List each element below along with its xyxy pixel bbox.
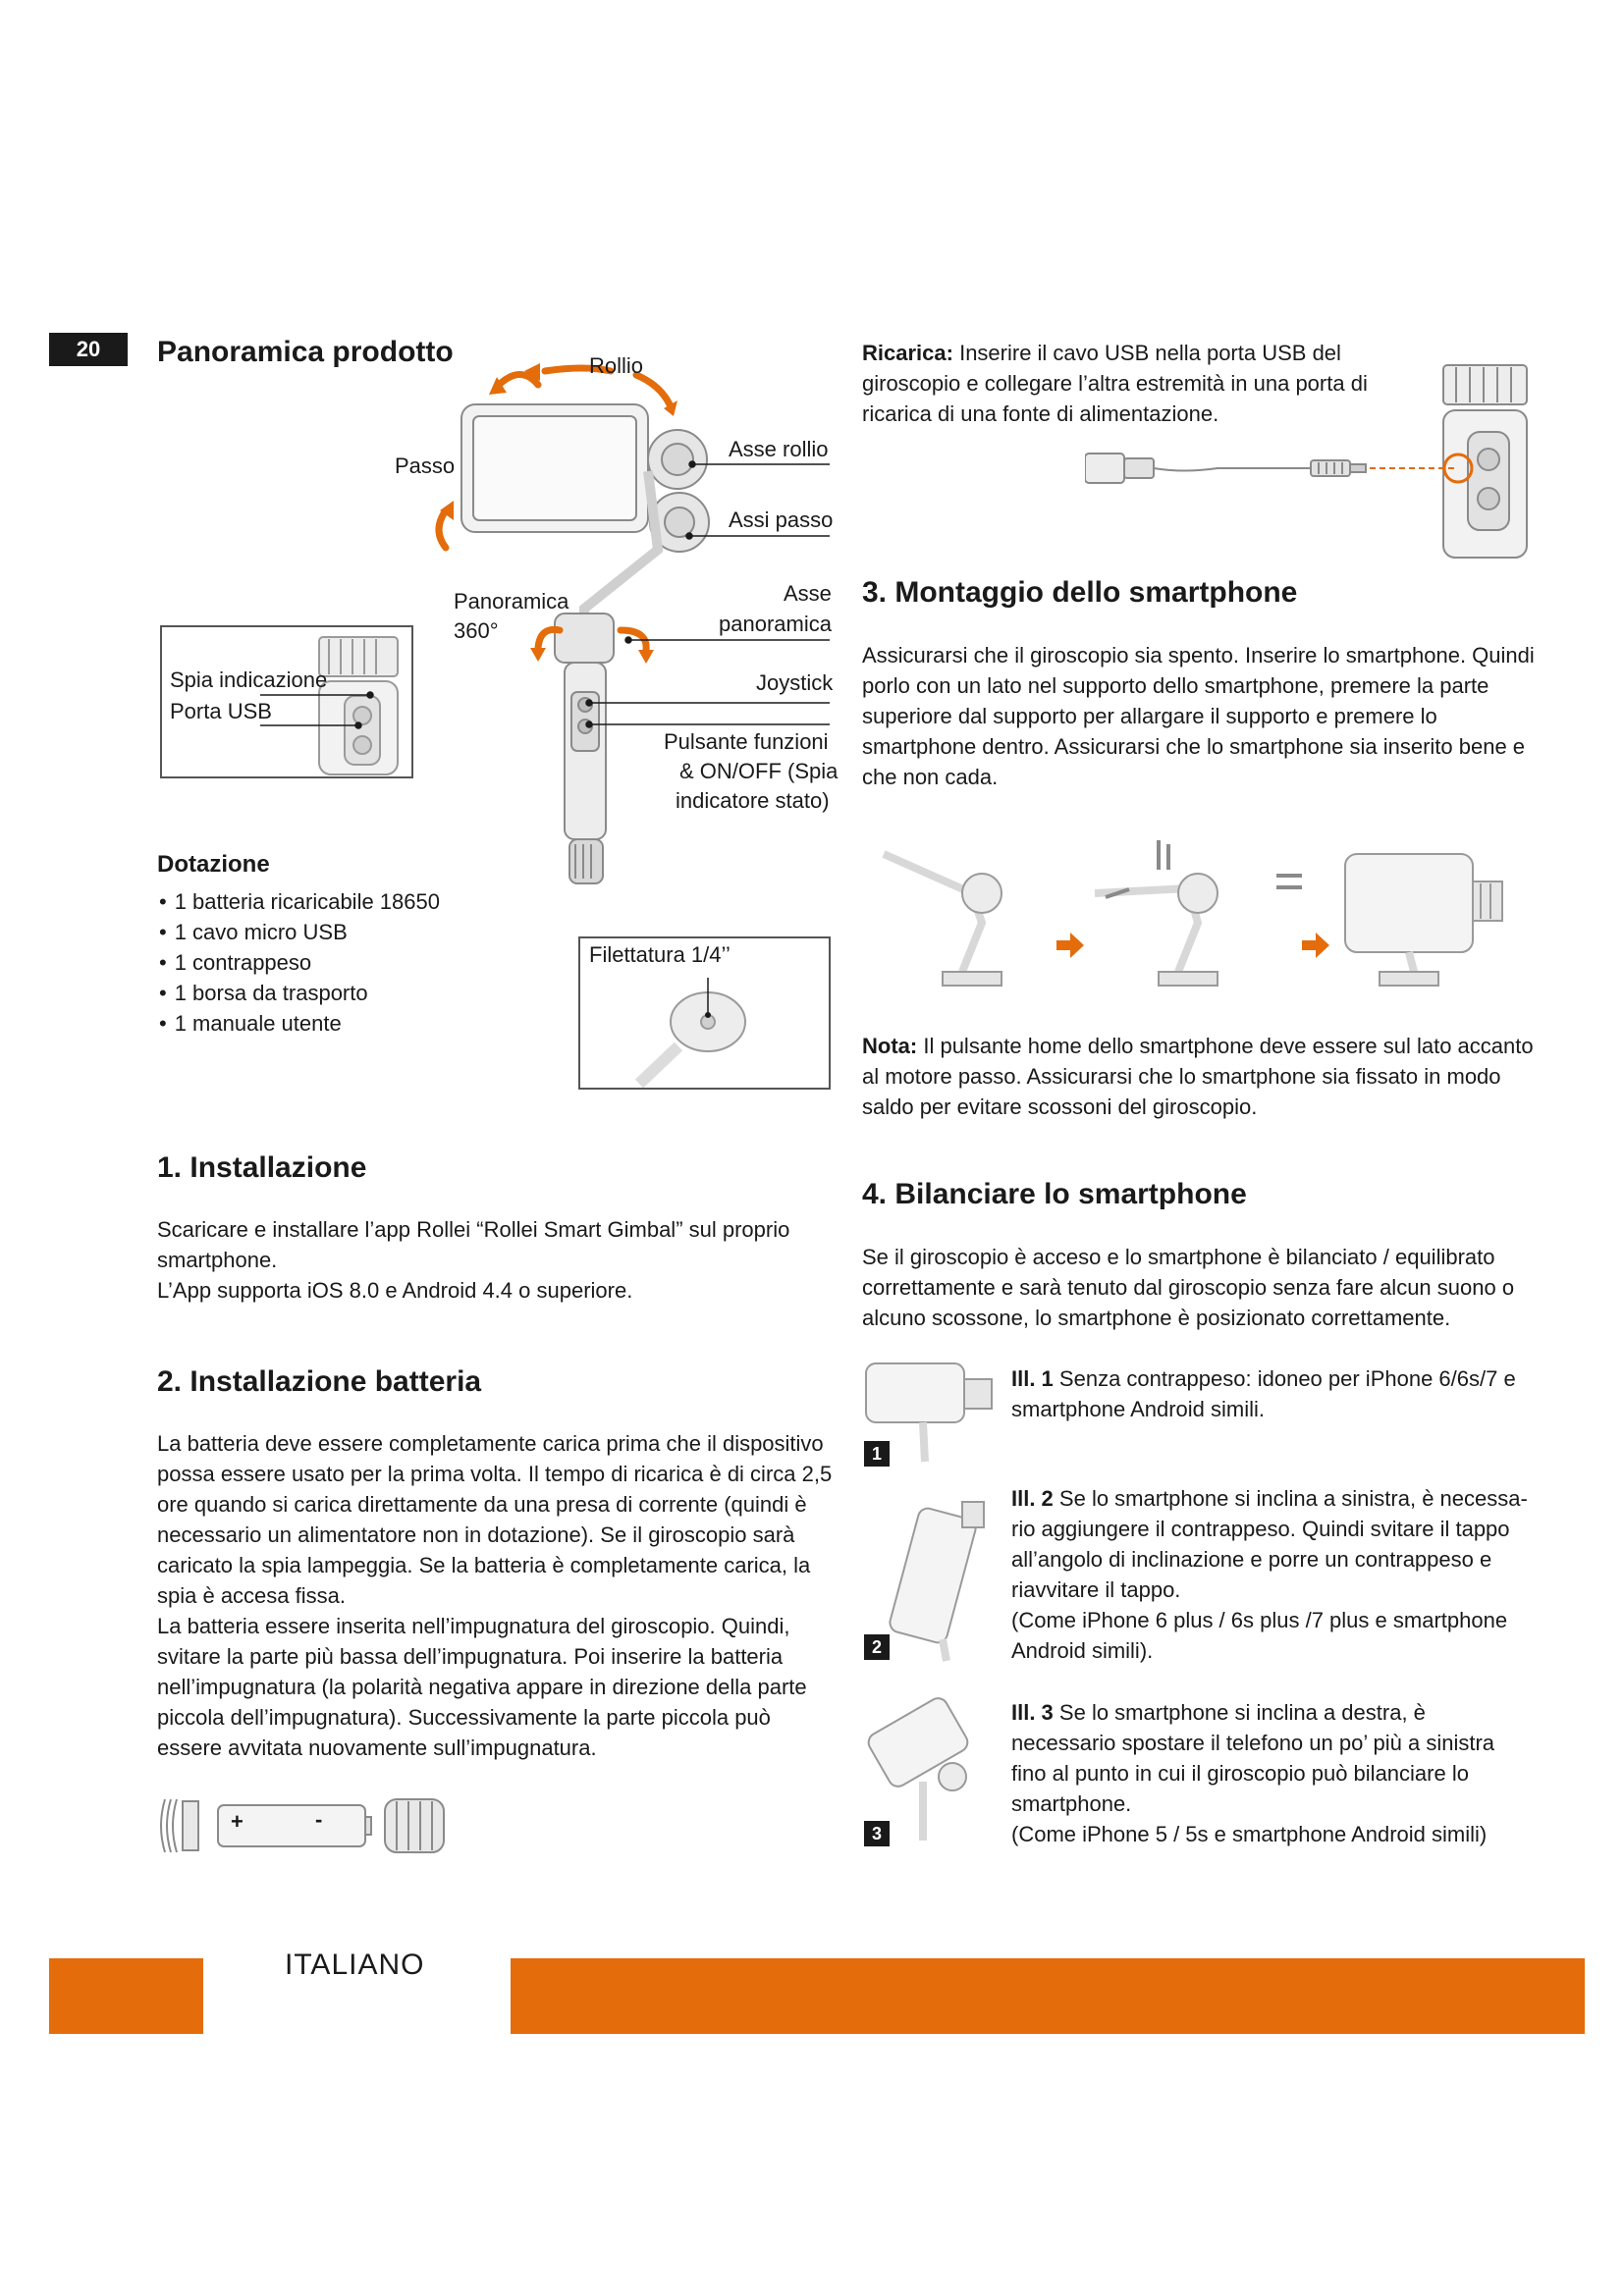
battery-illustration [157,1791,452,1860]
montaggio-title: 3. Montaggio dello smartphone [862,576,1298,609]
ill-2-badge: 2 [864,1634,890,1660]
label-asse-panoramica: panoramica [719,612,832,636]
batteria-p2: La batteria essere inserita nell’impugnatura del giroscopio. Quindi, svitare la parte più bassa dell’impugnatura. Poi inserire la batteria nell’impugnatura (la polarità negativa appare in direzione della parte piccola dell’impugnatura). Successivamente la parte piccola può essere avvitata nuovamente sull’impugnatura. [157,1614,807,1760]
list-item: • 1 borsa da trasporto [159,978,440,1008]
nota-text [862,1031,1540,1122]
ricarica-label: Ricarica: [862,341,953,365]
ill-3-extra: (Come iPhone 5 / 5s e smartphone Android simili) [1011,1822,1488,1846]
label-joystick: Joystick [756,670,834,695]
label-pulsante-3: indicatore stato) [676,788,830,813]
nota-body: Il pulsante home dello smartphone deve essere sul lato accanto al motore passo. Assicurarsi che lo smartphone sia fissato in modo saldo per evitare scossoni del giroscopio. [862,1034,1534,1119]
overview-title: Panoramica prodotto [157,336,454,368]
footer-language: ITALIANO [285,1949,425,1981]
mounting-illustration [864,834,1542,991]
nota-label: Nota: [862,1034,918,1058]
ill-3-label: Ill. 3 [1011,1700,1054,1725]
label-asse: Asse [784,581,832,606]
label-porta-usb: Porta USB [170,699,272,723]
footer-bar-right [511,1958,1585,2034]
installazione-p2: L’App supporta iOS 8.0 e Android 4.4 o superiore. [157,1278,633,1303]
ill-1-label: Ill. 1 [1011,1366,1054,1391]
ricarica-body: Inserire il cavo USB nella porta USB del giroscopio e collegare l’altra estremità in una porta di ricarica di una fonte di alimentazione. [862,341,1368,426]
list-item: • 1 manuale utente [159,1008,440,1039]
label-asse-rollio: Asse rollio [729,437,829,461]
label-pulsante-2: & ON/OFF (Spia [679,759,839,783]
ill-2-extra: (Come iPhone 6 plus / 6s plus /7 plus e smartphone Android simili). [1011,1608,1508,1663]
battery-minus: - [315,1807,323,1832]
label-spia: Spia indicazione [170,667,328,692]
ill-1-badge: 1 [864,1441,890,1467]
batteria-title: 2. Installazione batteria [157,1365,482,1398]
installazione-p1: Scaricare e installare l’app Rollei “Rollei Smart Gimbal” sul proprio smartphone. [157,1217,790,1272]
ill-1-body: Senza contrappeso: idoneo per iPhone 6/6s/7 e smartphone Android simili. [1011,1366,1516,1421]
bilanciare-text: Se il giroscopio è acceso e lo smartphone è bilanciato / equilibrato correttamente e sarà tenuto dal giroscopio senza fare alcun suono o alcuno scossone, lo smartphone è posizionato correttamente. [862,1245,1515,1330]
bilanciare-title: 4. Bilanciare lo smartphone [862,1178,1247,1210]
footer-bar-left [49,1958,203,2034]
usb-cable-illustration [1085,363,1537,560]
thread-illustration [620,978,767,1088]
ill-3-body: Se lo smartphone si inclina a destra, è necessario spostare il telefono un po’ più a sinistra fino al punto in cui il giroscopio può bilanciare lo smartphone. [1011,1700,1495,1816]
installazione-title: 1. Installazione [157,1151,367,1184]
dotazione-title: Dotazione [157,851,270,878]
list-item: • 1 contrappeso [159,947,440,978]
list-item: • 1 batteria ricaricabile 18650 [159,886,440,917]
dotazione-list [159,886,440,1039]
label-rollio: Rollio [589,353,644,378]
ill-2-body: Se lo smartphone si inclina a sinistra, è necessa-rio aggiungere il contrappeso. Quindi svitare il tappo all’angolo di inclinazione e porre un contrappeso e riavvitare il tappo. [1011,1486,1528,1602]
list-item: • 1 cavo micro USB [159,917,440,947]
label-assi-passo: Assi passo [729,507,834,532]
inset-leader-lines [260,691,378,730]
ill-1-text [1011,1363,1532,1424]
battery-plus: + [231,1809,244,1834]
label-filettatura: Filettatura 1/4’’ [589,942,731,967]
ill-3-badge: 3 [864,1821,890,1846]
montaggio-text: Assicurarsi che il giroscopio sia spento. Inserire lo smartphone. Quindi porlo con un lato nel supporto dello smartphone, premere la parte superiore dal supporto per allargare il supporto e premere lo smartphone dentro. Assicurarsi che lo smartphone sia inserito bene e che non cada. [862,643,1535,789]
label-360: 360° [454,618,499,643]
installazione-text [157,1214,825,1306]
page-number: 20 [49,333,128,366]
batteria-text [157,1428,835,1763]
label-panoramica: Panoramica [454,589,569,614]
ill-2-label: Ill. 2 [1011,1486,1054,1511]
label-pulsante-1: Pulsante funzioni [664,729,829,754]
ill-2-text [1011,1483,1532,1666]
label-passo: Passo [395,454,456,478]
ill-3-text [1011,1697,1532,1849]
batteria-p1: La batteria deve essere completamente carica prima che il dispositivo possa essere usato per la prima volta. Il tempo di ricarica è di circa 2,5 ore quando si carica direttamente da una presa di corrente (quindi è necessario un alimentatore non in dotazione). Se il giroscopio sarà caricato la spia lampeggia. Se la batteria è completamente carica, la spia è accesa fissa. [157,1431,833,1608]
